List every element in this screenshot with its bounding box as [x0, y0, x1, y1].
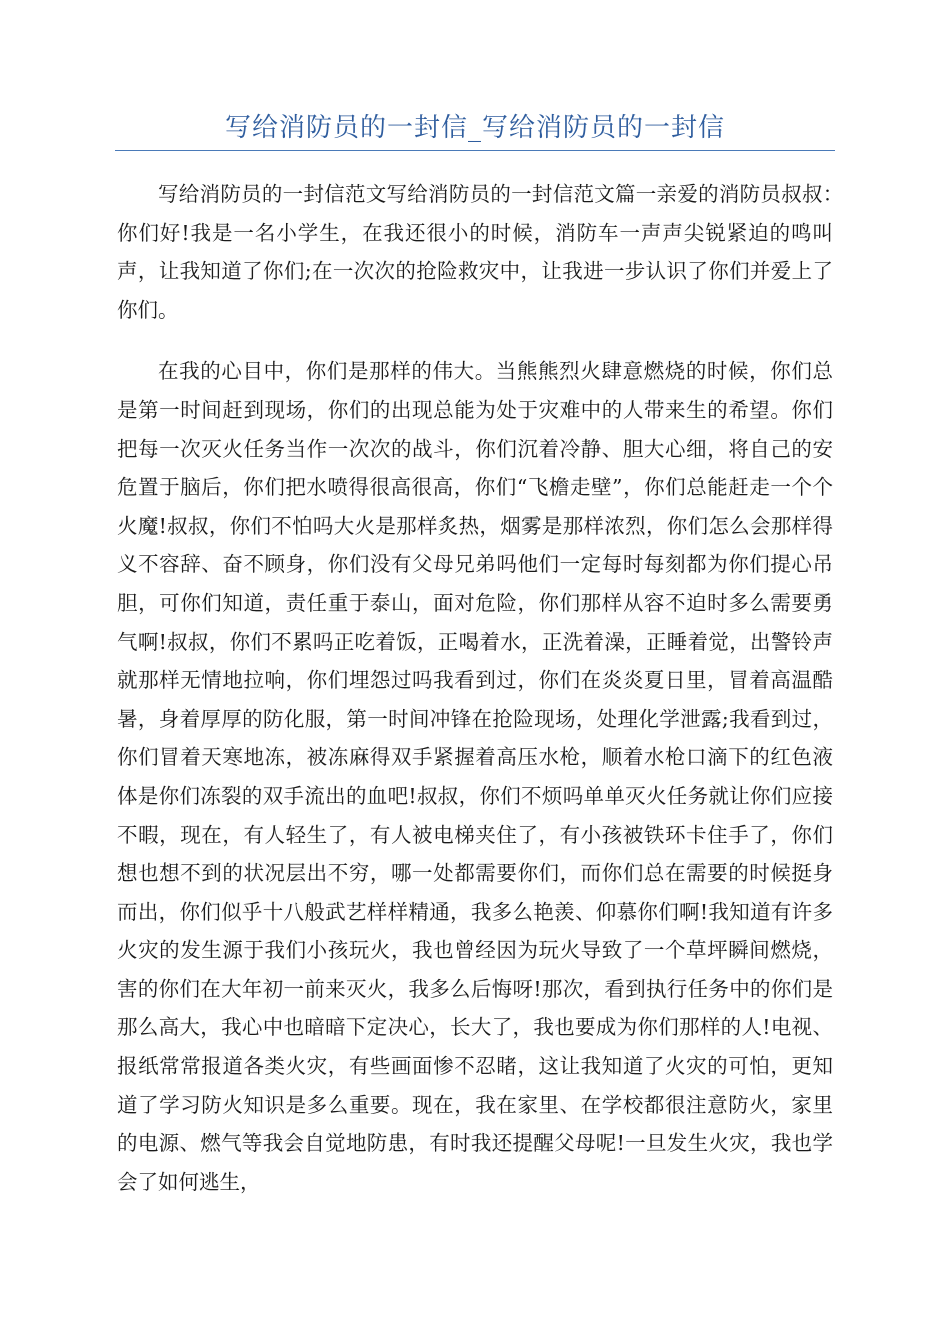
- title-block: [115, 110, 835, 151]
- paragraph-1: 写给消防员的一封信范文写给消防员的一封信范文篇一亲爱的消防员叔叔： 你们好!我是一名小学生，在我还很小的时候，消防车一声声尖锐紧迫的鸣叫声，让我知道了你们;在一次次的抢险救灾中，让我进一步认识了你们并爱上了你们。: [117, 182, 874, 322]
- page-title: 写给消防员的一封信_写给消防员的一封信: [224, 113, 725, 143]
- document-body: [117, 175, 874, 1201]
- paragraph-2: 在我的心目中，你们是那样的伟大。当熊熊烈火肆意燃烧的时候，你们总是第一时间赶到现场，你们的出现总能为处于灾难中的人带来生的希望。你们把每一次灭火任务当作一次次的战斗，你们沉着冷静、胆大心细，将自己的安危置于脑后，你们把水喷得很高很高，你们“飞檐走壁”，你们总能赶走一个个火魔!叔叔，你们不怕吗大火是那样炙热，烟雾是那样浓烈，你们怎么会那样得义不容辞、奋不顾身，你们没有父母兄弟吗他们一定每时每刻都为你们提心吊胆，可你们知道，责任重于泰山，面对危险，你们那样从容不迫时多么需要勇气啊!叔叔，你们不累吗正吃着饭，正喝着水，正洗着澡，正睡着觉，出警铃声就那样无情地拉响，你们埋怨过吗我看到过，你们在炎炎夏日里，冒着高温酷暑，身着厚厚的防化服，第一时间冲锋在抢险现场，处理化学泄露;我看到过，你们冒着天寒地冻，被冻麻得双手紧握着高压水枪，顺着水枪口滴下的红色液体是你们冻裂的双手流出的血吧!叔叔，你们不烦吗单单灭火任务就让你们应接不暇，现在，有人轻生了，有人被电梯夹住了，有小孩被铁环卡住手了，你们想也想不到的状况层出不穷，哪一处都需要你们，而你们总在需要的时候挺身而出，你们似乎十八般武艺样样精通，我多么艳羡、仰慕你们啊!我知道有许多火灾的发生源于我们小孩玩火，我也曾经因为玩火导致了一个草坪瞬间燃烧，害的你们在大年初一前来灭火，我多么后悔呀!那次，看到执行任务中的你们是那么高大，我心中也暗暗下定决心，长大了，我也要成为你们那样的人!电视、报纸常常报道各类火灾，有些画面惨不忍睹，这让我知道了火灾的可怕，更知道了学习防火知识是多么重要。现在，我在家里、在学校都很注意防火，家里的电源、燃气等我会自觉地防患，有时我还提醒父母呢!一旦发生火灾，我也学会了如何逃生，: [117, 359, 833, 1194]
